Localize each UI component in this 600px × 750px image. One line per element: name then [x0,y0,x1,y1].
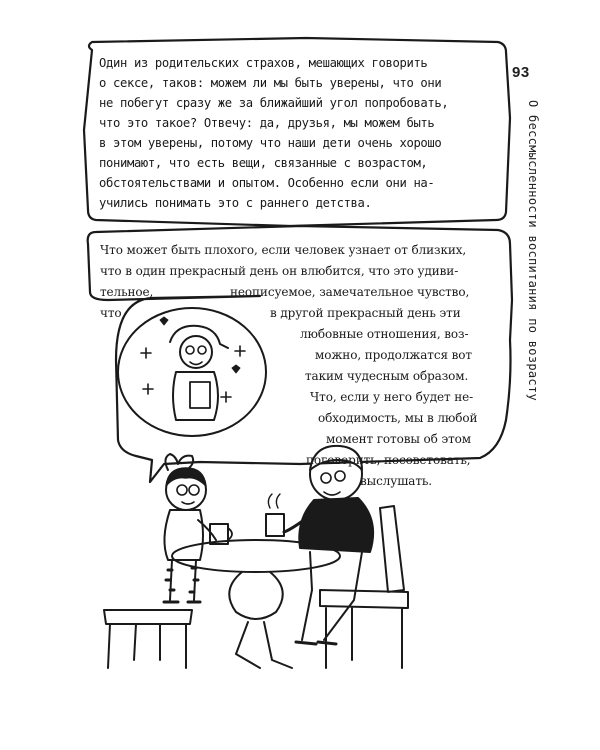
thought-figure-head [180,336,212,368]
bottom-bubble-line: обходимость, мы в любой [318,411,478,425]
table-pedestal [229,572,282,619]
child-eye-left [177,485,187,495]
bottom-bubble-line: любовные отношения, воз- [300,327,469,341]
top-bubble-line: о сексе, таков: можем ли мы быть уверены, что они [99,76,442,90]
child-body [164,510,203,560]
top-bubble-line: обстоятельствами и опытом. Особенно если они на- [99,176,435,190]
bottom-bubble-line: Что может быть плохого, если человек узнает от близких, [100,243,467,257]
thought-sparkle-1 [141,348,151,358]
bottom-bubble-line: что [100,306,122,320]
bottom-bubble-line: неописуемое, замечательное чувство, [230,285,470,299]
top-bubble-text [99,53,497,213]
thought-figure-eye-right [198,346,206,354]
thought-sparkle-4 [221,392,231,402]
top-bubble-line: учились понимать это с раннего детства. [99,196,372,210]
adult-shoes [296,642,336,644]
bottom-bubble-line: таким чудесным образом. [305,369,469,383]
thought-figure-body [173,372,218,420]
top-bubble-line: не побегут сразу же за ближайший угол попробовать, [99,96,449,110]
bottom-bubble-line: момент готовы об этом [326,432,472,446]
adult-eye-right [335,471,345,481]
thought-figure-heart-left [160,317,168,325]
child-stool [104,610,192,668]
bottom-bubble-line: в другой прекрасный день эти [270,306,461,320]
bottom-bubble-line: поговорить, посоветовать, [306,453,471,467]
thought-figure-eye-left [186,346,194,354]
top-bubble-line: Один из родительских страхов, мешающих говорить [99,56,428,70]
bottom-bubble-line: Что, если у него будет не- [310,390,474,404]
table-top [172,540,340,572]
table-legs [236,622,292,668]
adult-eye-left [321,473,331,483]
child-mouth [182,502,194,504]
thought-sparkle-2 [235,346,245,356]
thought-figure-mouth [190,362,202,365]
child-hair [166,468,206,486]
steam [268,494,280,508]
thought-sparkle-3 [143,384,153,394]
child-eye-right [189,485,199,495]
bottom-bubble-line: что в один прекрасный день он влюбится, что это удиви- [100,264,459,278]
top-bubble-line: в этом уверены, потому что наши дети очень хорошо [99,136,442,150]
page-number: 93 [512,64,530,81]
adult-cup [266,514,284,536]
bottom-bubble-line: выслушать. [360,474,433,488]
top-bubble-line: понимают, что есть вещи, связанные с возрастом, [99,156,428,170]
top-bubble-line: что это такое? Отвечу: да, друзья, мы можем быть [99,116,435,130]
adult-mouth [324,492,340,495]
running-title: О бессмысленности воспитания по возрасту [526,100,540,401]
thought-figure-heart-right [232,365,240,373]
bottom-bubble-line: тельное, [100,285,154,299]
thought-figure-book [190,382,210,408]
bottom-bubble-line: можно, продолжатся вот [315,348,472,362]
